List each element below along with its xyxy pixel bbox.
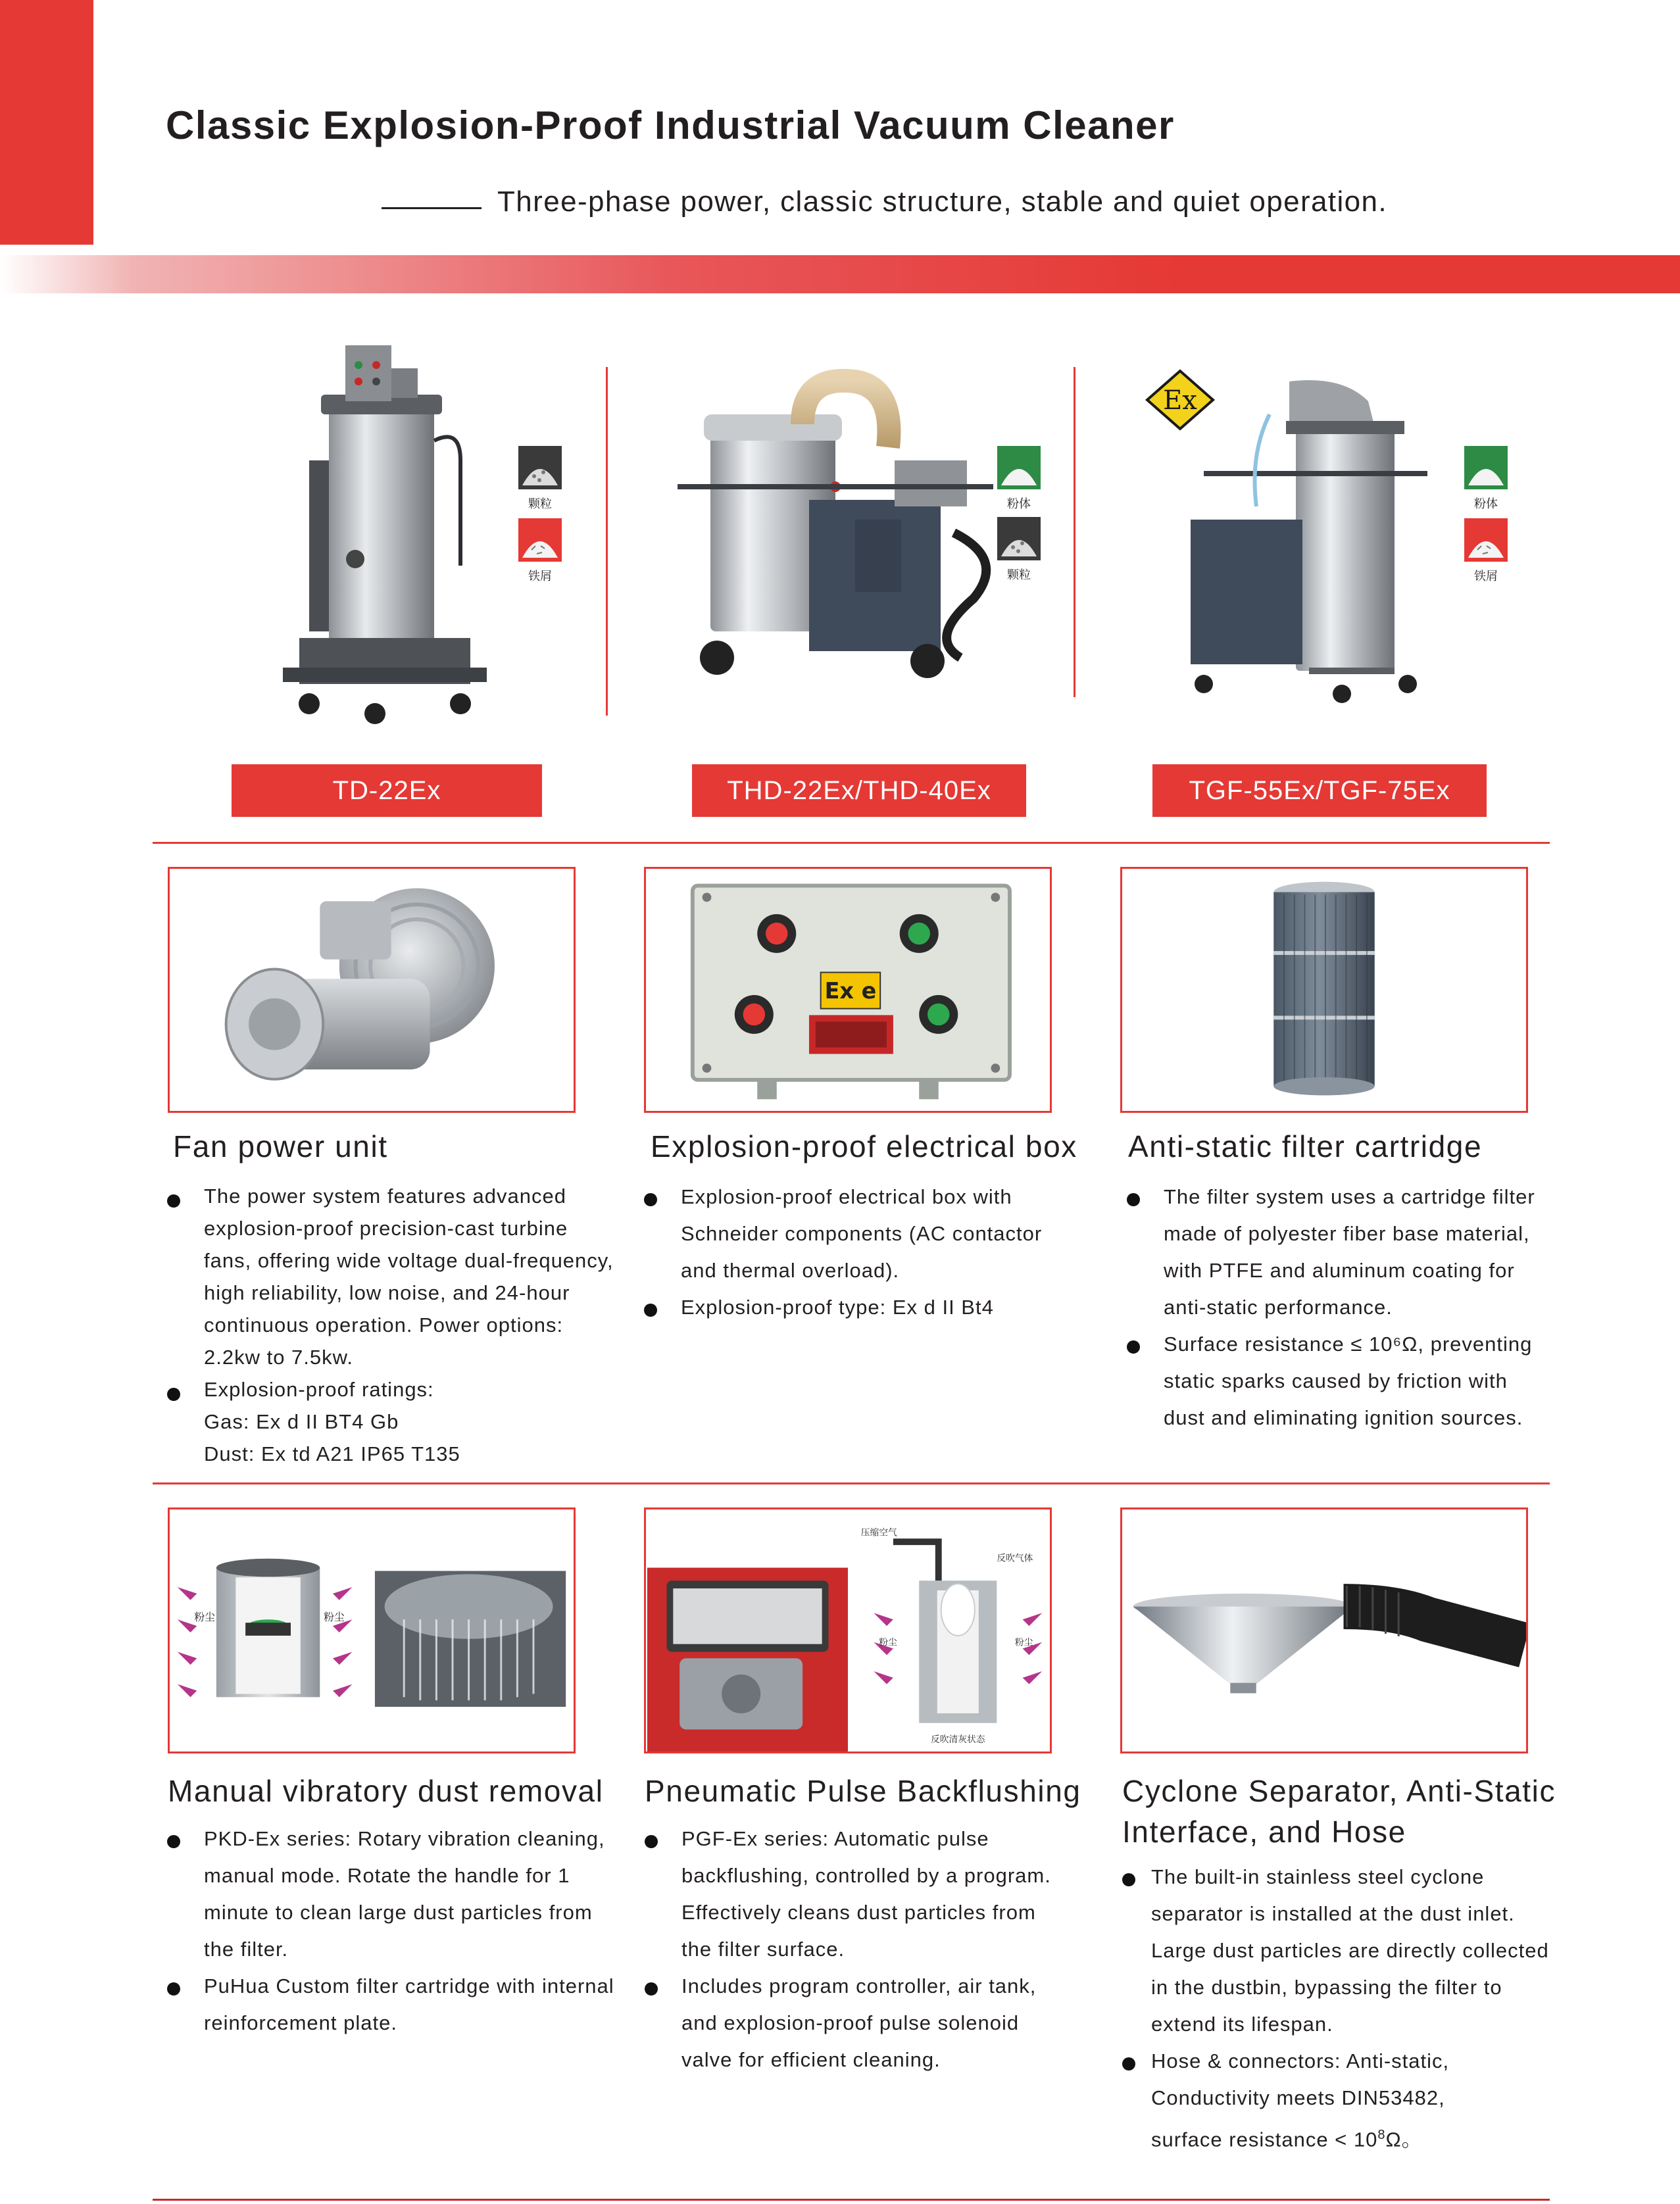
fan-power-unit-bullets <box>167 1180 621 1470</box>
dust-label: 粉尘 <box>879 1637 897 1648</box>
subtitle-rule <box>382 207 482 209</box>
vibratory-dust-removal-bullets <box>167 1821 614 2042</box>
header-gradient-band <box>0 255 1680 293</box>
backflush-state-label: 反吹清灰状态 <box>930 1734 985 1746</box>
resistance-exponent: 8 <box>1377 2128 1386 2142</box>
badge-iron-chips <box>1464 518 1508 585</box>
feature-title-filter-cartridge: Anti-static filter cartridge <box>1128 1129 1483 1163</box>
backflush-gas-label: 反吹气体 <box>997 1553 1033 1564</box>
feature-title-cyclone-separator <box>1122 1771 1556 1852</box>
list-item: The filter system uses a cartridge filter made of polyester fiber base material, with PTFE and aluminum coating for anti-static performance. <box>1127 1179 1548 1326</box>
badge-iron-chips <box>518 518 562 585</box>
list-item: The built-in stainless steel cyclone separator is installed at the dust inlet. Large dust particles are directly collected in the dustbin, bypassing the filter to extend its lifespan. <box>1122 1859 1556 2043</box>
page-subtitle: Three-phase power, classic structure, stable and quiet operation. <box>497 185 1388 218</box>
feature-title-line: Interface, and Hose <box>1122 1815 1406 1849</box>
feature-title-electrical-box: Explosion-proof electrical box <box>651 1129 1077 1163</box>
list-item: Hose & connectors: Anti-static, Conductivity meets DIN53482, <box>1122 2043 1556 2117</box>
product-image-tgf-55ex <box>1177 375 1447 704</box>
dust-rating: Dust: Ex td A21 IP65 T135 <box>204 1442 460 1465</box>
cyclone-separator-image <box>1120 1507 1528 1753</box>
list-item: PKD-Ex series: Rotary vibration cleaning, manual mode. Rotate the handle for 1 minute to clean large dust particles from the filter. <box>167 1821 614 1968</box>
dust-label: 粉尘 <box>194 1611 215 1624</box>
feature-title-fan-power-unit: Fan power unit <box>173 1129 388 1163</box>
ex-mark-text: Ex <box>1163 385 1197 416</box>
model-label-td-22ex: TD-22Ex <box>232 764 542 817</box>
dust-label: 粉尘 <box>1014 1637 1033 1648</box>
badge-label: 粉体 <box>1007 497 1031 511</box>
resistance-prefix: surface resistance < 10 <box>1151 2128 1378 2151</box>
pulse-backflushing-image <box>644 1507 1052 1753</box>
list-item: Includes program controller, air tank, and explosion-proof pulse solenoid valve for efficient cleaning. <box>645 1968 1052 2078</box>
corner-accent-block <box>0 0 93 245</box>
resistance-suffix: Ω。 <box>1385 2128 1423 2151</box>
vibratory-dust-removal-image <box>168 1507 576 1753</box>
pulse-backflushing-bullets <box>645 1821 1052 2078</box>
compressed-air-label: 压缩空气 <box>860 1527 897 1538</box>
electrical-box-image <box>644 867 1052 1113</box>
list-item: Explosion-proof ratings: <box>167 1373 621 1406</box>
cyclone-separator-bullets <box>1122 1859 1556 2158</box>
feature-title-line: Cyclone Separator, Anti-Static <box>1122 1774 1556 1808</box>
product-image-thd-22ex <box>678 362 1013 691</box>
badge-granule <box>518 446 562 513</box>
list-item: Explosion-proof electrical box with Schneider components (AC contactor and thermal overload). <box>644 1179 1052 1289</box>
feature-title-vibratory-dust-removal: Manual vibratory dust removal <box>168 1774 604 1808</box>
badge-powder <box>997 446 1041 513</box>
badge-label: 颗粒 <box>1007 568 1031 582</box>
page-title: Classic Explosion-Proof Industrial Vacuum Cleaner <box>166 103 1175 147</box>
badge-label: 铁屑 <box>528 570 552 583</box>
feature-title-pulse-backflushing: Pneumatic Pulse Backflushing <box>645 1774 1081 1808</box>
electrical-box-bullets <box>644 1179 1052 1326</box>
section-divider <box>153 1482 1550 1484</box>
ex-e-label: Ex e <box>824 977 877 1004</box>
section-divider <box>153 842 1550 844</box>
badge-label: 颗粒 <box>528 497 552 511</box>
badge-granule <box>997 517 1041 584</box>
list-item: Explosion-proof type: Ex d II Bt4 <box>644 1289 1052 1326</box>
list-item: The power system features advanced explosion-proof precision-cast turbine fans, offering wide voltage dual-frequency, high reliability, low noise, and 24-hour continuous operation. Power options: 2.2kw to 7.5kw. <box>167 1180 621 1373</box>
model-label-thd: THD-22Ex/THD-40Ex <box>692 764 1026 817</box>
badge-label: 铁屑 <box>1474 570 1498 583</box>
filter-cartridge-image <box>1120 867 1528 1113</box>
product-divider <box>1074 367 1075 697</box>
list-item: Surface resistance ≤ 10⁶Ω, preventing static sparks caused by friction with dust and eliminating ignition sources. <box>1127 1326 1548 1436</box>
list-item: PGF-Ex series: Automatic pulse backflushing, controlled by a program. Effectively cleans dust particles from the filter surface. <box>645 1821 1052 1968</box>
footer-divider <box>153 2199 1550 2201</box>
list-item: PuHua Custom filter cartridge with internal reinforcement plate. <box>167 1968 614 2042</box>
surface-resistance-line <box>1122 2117 1556 2158</box>
model-label-tgf: TGF-55Ex/TGF-75Ex <box>1152 764 1487 817</box>
product-divider <box>606 367 608 716</box>
badge-label: 粉体 <box>1474 497 1498 511</box>
fan-power-unit-image <box>168 867 576 1113</box>
badge-powder <box>1464 446 1508 513</box>
gas-rating: Gas: Ex d II BT4 Gb <box>204 1410 399 1433</box>
filter-cartridge-bullets <box>1127 1179 1548 1436</box>
dust-label: 粉尘 <box>324 1611 345 1624</box>
